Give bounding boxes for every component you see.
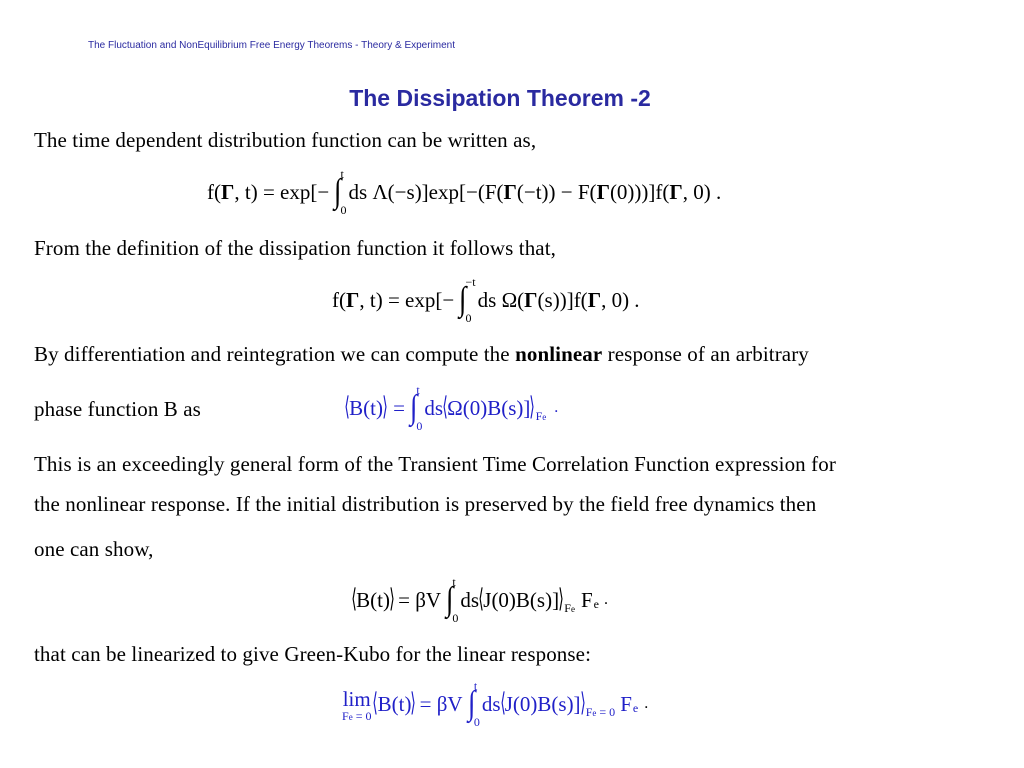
eq2-lower: 0 [465,311,472,325]
eq4-ds: ds [460,587,480,612]
eq5-lim-under-e: e [348,711,353,722]
eq1-lhs-b: , t) = exp[− [234,179,330,204]
limit-operator [342,687,371,722]
eq4-tail-sub: e [593,596,599,611]
angle-open-icon: ⟨ [478,584,484,613]
eq5-sub-e: e [592,707,597,718]
eq2-gamma-1: Γ [524,287,538,312]
eq2-lhs-a: f( [332,287,346,312]
paragraph-6: the nonlinear response. If the initial distribution is preserved by the field free dynamics then [34,492,817,516]
eq3-lower: 0 [416,419,423,433]
eq5-lhs: B(t) [377,691,412,716]
paragraph-3-before: By differentiation and reintegration we can compute the [34,342,510,366]
eq3-subscript [536,409,547,424]
eq3-sub-e: e [542,411,547,422]
angle-close-icon: ⟩ [410,688,417,717]
eq5-lim-under-zero: = 0 [352,708,372,723]
eq5-lim-under-f: F [342,708,349,723]
eq2-lhs-b: , t) = exp[− [359,287,455,312]
eq5-upper: t [473,679,478,693]
eq5-lim: lim [342,686,371,711]
slide-title: The Dissipation Theorem -2 [349,85,651,111]
angle-close-icon: ⟩ [529,392,536,421]
eq3-lhs: B(t) [349,395,383,420]
angle-open-icon: ⟨ [344,392,350,421]
eq5-lower: 0 [473,715,480,729]
eq5-tail: F [620,691,632,716]
eq5-end: . [644,695,649,712]
eq5-eq: = βV [419,691,463,716]
eq4-sub-f: F [564,600,571,615]
angle-close-icon: ⟩ [579,688,586,717]
angle-open-icon: ⟨ [442,392,448,421]
angle-close-icon: ⟩ [382,392,388,421]
eq2-upper: −t [465,275,476,289]
angle-close-icon: ⟩ [558,584,564,613]
eq2-rhs-a: ds Ω( [477,287,525,312]
eq5-subscript [586,705,615,720]
eq1-gamma: Γ [221,179,235,204]
integral-icon: ∫ t 0 [334,167,347,217]
integral-icon: ∫ t 0 [467,679,480,729]
eq4-subscript [564,601,575,616]
eq4-tail: F [580,587,593,612]
eq1-gamma-3: Γ [669,179,683,204]
angle-open-icon: ⟨ [499,688,506,717]
equation-3 [344,383,559,433]
paragraph-5: This is an exceedingly general form of the Transient Time Correlation Function expression for [34,452,836,476]
eq3-upper: t [416,383,420,397]
paragraph-3-bold: nonlinear [515,342,603,366]
paragraph-8: that can be linearized to give Green-Kubo for the linear response: [34,642,592,666]
eq3-rhs: Ω(0)B(s)] [447,395,531,420]
paragraph-1: The time dependent distribution function can be written as, [34,128,537,152]
eq2-rhs-c: , 0) . [601,287,640,312]
eq4-lhs: B(t) [356,587,390,612]
eq5-tail-sub: e [632,700,639,715]
eq5-sub-zero: = 0 [596,704,616,719]
angle-open-icon: ⟨ [372,688,379,717]
integral-icon: ∫ −t 0 [459,275,476,325]
eq5-rhs: J(0)B(s)] [504,691,581,716]
eq5-sub-f: F [585,704,593,719]
eq4-end: . [603,591,608,608]
eq1-gamma-2: Γ [596,179,610,204]
eq3-ds: ds [424,395,443,420]
eq1-lhs-a: f( [207,179,221,204]
eq5-ds: ds [481,691,501,716]
paragraph-3 [34,342,809,367]
eq1-gamma-1: Γ [503,179,517,204]
eq1-rhs-b: (−t)) − F( [516,179,597,204]
paragraph-4: phase function B as [34,397,201,421]
eq2-gamma-2: Γ [587,287,602,312]
eq2-rhs-b: (s))]f( [537,287,588,312]
eq1-rhs-c: (0)))]f( [609,179,670,204]
eq1-upper: t [340,167,344,181]
paragraph-7: one can show, [34,537,154,561]
paragraph-3-after: response of an arbitrary [607,342,809,366]
eq2-gamma: Γ [346,287,360,312]
eq4-upper: t [452,575,456,589]
eq1-rhs-a: ds Λ(−s)]exp[−(F( [348,179,504,204]
integral-icon: ∫ t 0 [446,575,459,625]
eq3-sub-f: F [535,408,543,423]
equation-5 [342,679,649,729]
eq3-end: . [554,399,559,416]
eq4-rhs: J(0)B(s)] [483,587,560,612]
angle-open-icon: ⟨ [351,584,357,613]
eq4-lower: 0 [452,611,459,625]
eq1-lower: 0 [340,203,347,217]
eq5-lim-under [342,710,371,722]
angle-close-icon: ⟩ [389,584,395,613]
eq4-eq: = βV [398,587,442,612]
eq3-eq: = [393,395,405,420]
eq4-sub-e: e [570,603,575,614]
equation-4 [351,575,608,625]
equation-1 [207,167,722,217]
eq1-rhs-d: , 0) . [682,179,722,204]
integral-icon: ∫ t 0 [409,383,423,433]
paragraph-2: From the definition of the dissipation function it follows that, [34,236,557,260]
equation-2 [332,275,640,325]
slide-header: The Fluctuation and NonEquilibrium Free Energy Theorems - Theory & Experiment [88,40,456,51]
